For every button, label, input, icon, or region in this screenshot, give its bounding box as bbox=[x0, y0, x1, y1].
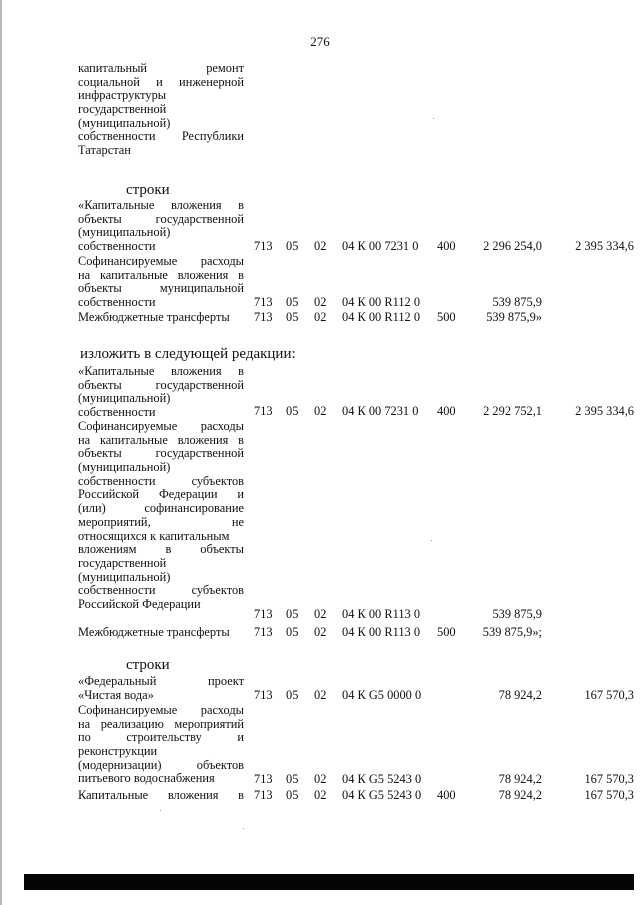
ved-code: 713 bbox=[254, 625, 273, 639]
rz-code: 05 bbox=[286, 404, 299, 418]
name-line: Межбюджетные трансферты bbox=[78, 625, 230, 639]
vr-code: 400 bbox=[437, 239, 456, 253]
sum-year1: 539 875,9» bbox=[486, 310, 542, 324]
page-number: 276 bbox=[310, 34, 330, 49]
pr-code: 02 bbox=[314, 239, 327, 253]
ved-code: 713 bbox=[254, 607, 273, 621]
section1-row3-name bbox=[78, 311, 244, 325]
ved-code: 713 bbox=[254, 295, 273, 309]
name-line: «Федеральный проект bbox=[78, 674, 244, 688]
name-line: объекты государственной bbox=[78, 446, 244, 461]
name-line: мероприятий, не bbox=[78, 514, 244, 529]
rz-code: 05 bbox=[286, 625, 299, 639]
pr-code: 02 bbox=[314, 625, 327, 639]
section3-row2-name bbox=[78, 704, 244, 786]
csr-code: 04 К 00 R112 0 bbox=[342, 295, 421, 309]
name-line: «Капитальные вложения в bbox=[78, 364, 244, 378]
vr-code: 500 bbox=[437, 310, 456, 324]
section3-row1-name bbox=[78, 675, 244, 702]
name-line: (модернизации) объектов bbox=[78, 757, 244, 772]
intro-line: капитальный ремонт bbox=[78, 61, 244, 75]
name-line: (муниципальной) bbox=[78, 225, 171, 240]
section2-row1-name bbox=[78, 365, 244, 420]
scan-speck bbox=[433, 118, 434, 119]
name-line: (или) софинансирование bbox=[78, 501, 244, 516]
name-line: Софинансируемые расходы bbox=[78, 254, 244, 268]
name-line: объекты государственной bbox=[78, 377, 244, 392]
name-line: Российской Федерации и bbox=[78, 487, 244, 502]
sum-year1: 78 924,2 bbox=[498, 772, 542, 786]
ved-code: 713 bbox=[254, 688, 273, 702]
rz-code: 05 bbox=[286, 772, 299, 786]
name-line: собственности субъектов bbox=[78, 583, 244, 598]
csr-code: 04 К 00 R113 0 bbox=[342, 625, 421, 639]
name-line: Межбюджетные трансферты bbox=[78, 310, 230, 324]
name-line: собственности субъектов bbox=[78, 473, 244, 488]
sum-year1: 78 924,2 bbox=[498, 788, 542, 802]
rz-code: 05 bbox=[286, 310, 299, 324]
name-line: реконструкции bbox=[78, 744, 158, 759]
pr-code: 02 bbox=[314, 788, 327, 802]
name-line: объекты государственной bbox=[78, 211, 244, 226]
rz-code: 05 bbox=[286, 295, 299, 309]
ved-code: 713 bbox=[254, 239, 273, 253]
name-line: «Капитальные вложения в bbox=[78, 198, 244, 212]
csr-code: 04 К G5 0000 0 bbox=[342, 688, 422, 702]
pr-code: 02 bbox=[314, 310, 327, 324]
name-line: объекты муниципальной bbox=[78, 281, 244, 296]
sum-year1: 539 875,9»; bbox=[482, 625, 542, 639]
section2-row3-name bbox=[78, 626, 244, 640]
ved-code: 713 bbox=[254, 310, 273, 324]
section3-row3-name bbox=[78, 789, 244, 803]
name-line: на реализацию мероприятий bbox=[78, 716, 244, 731]
pr-code: 02 bbox=[314, 772, 327, 786]
sum-year2: 2 395 334,6 bbox=[575, 404, 634, 418]
scan-speck bbox=[431, 540, 432, 541]
scan-left-edge bbox=[0, 0, 2, 905]
name-line: (муниципальной) bbox=[78, 569, 171, 584]
name-line: собственности bbox=[78, 295, 156, 310]
scan-bottom-shadow bbox=[24, 874, 634, 890]
ved-code: 713 bbox=[254, 772, 273, 786]
pr-code: 02 bbox=[314, 607, 327, 621]
vr-code: 500 bbox=[437, 625, 456, 639]
csr-code: 04 К G5 5243 0 bbox=[342, 788, 422, 802]
intro-line: собственности Республики bbox=[78, 129, 244, 144]
sum-year2: 167 570,3 bbox=[584, 688, 634, 702]
name-line: по строительству и bbox=[78, 730, 244, 745]
name-line: (муниципальной) bbox=[78, 460, 171, 475]
name-line: относящихся к капитальным bbox=[78, 528, 230, 543]
csr-code: 04 К 00 7231 0 bbox=[342, 239, 419, 253]
name-line: Российской Федерации bbox=[78, 596, 201, 611]
rz-code: 05 bbox=[286, 607, 299, 621]
csr-code: 04 К 00 R113 0 bbox=[342, 607, 421, 621]
sum-year2: 167 570,3 bbox=[584, 772, 634, 786]
intro-line: (муниципальной) bbox=[78, 115, 171, 130]
section1-heading: строки bbox=[126, 182, 170, 198]
vr-code: 400 bbox=[437, 788, 456, 802]
intro-line: инфраструктуры bbox=[78, 88, 167, 103]
name-line: собственности bbox=[78, 405, 156, 420]
section1-row1-name bbox=[78, 199, 244, 254]
name-line: Капитальные вложения в bbox=[78, 788, 244, 802]
name-line: вложениям в объекты bbox=[78, 542, 244, 557]
intro-line: Татарстан bbox=[78, 143, 131, 158]
sum-year1: 539 875,9 bbox=[492, 295, 542, 309]
sum-year1: 2 296 254,0 bbox=[483, 239, 542, 253]
name-line: «Чистая вода» bbox=[78, 687, 154, 702]
sum-year1: 539 875,9 bbox=[492, 607, 542, 621]
csr-code: 04 К 00 7231 0 bbox=[342, 404, 419, 418]
vr-code: 400 bbox=[437, 404, 456, 418]
pr-code: 02 bbox=[314, 404, 327, 418]
section1-row2-name bbox=[78, 255, 244, 310]
name-line: государственной bbox=[78, 555, 167, 570]
sum-year2: 167 570,3 bbox=[584, 788, 634, 802]
name-line: на капитальные вложения в bbox=[78, 267, 244, 282]
sum-year1: 2 292 752,1 bbox=[483, 404, 542, 418]
name-line: Софинансируемые расходы bbox=[78, 703, 244, 717]
pr-code: 02 bbox=[314, 295, 327, 309]
section2-row2-name bbox=[78, 420, 244, 612]
section2-heading: изложить в следующей редакции: bbox=[80, 346, 296, 362]
name-line: (муниципальной) bbox=[78, 391, 171, 406]
sum-year2: 2 395 334,6 bbox=[575, 239, 634, 253]
intro-line: государственной bbox=[78, 102, 167, 117]
sum-year1: 78 924,2 bbox=[498, 688, 542, 702]
ved-code: 713 bbox=[254, 788, 273, 802]
intro-text bbox=[78, 62, 244, 158]
rz-code: 05 bbox=[286, 788, 299, 802]
scan-speck bbox=[160, 810, 161, 811]
csr-code: 04 К 00 R112 0 bbox=[342, 310, 421, 324]
name-line: собственности bbox=[78, 239, 156, 254]
name-line: Софинансируемые расходы bbox=[78, 419, 244, 433]
name-line: на капитальные вложения в bbox=[78, 432, 244, 447]
section3-heading: строки bbox=[126, 657, 170, 673]
name-line: питьевого водоснабжения bbox=[78, 771, 215, 786]
pr-code: 02 bbox=[314, 688, 327, 702]
intro-line: социальной и инженерной bbox=[78, 74, 244, 89]
csr-code: 04 К G5 5243 0 bbox=[342, 772, 422, 786]
scan-speck bbox=[243, 828, 244, 829]
rz-code: 05 bbox=[286, 688, 299, 702]
ved-code: 713 bbox=[254, 404, 273, 418]
rz-code: 05 bbox=[286, 239, 299, 253]
